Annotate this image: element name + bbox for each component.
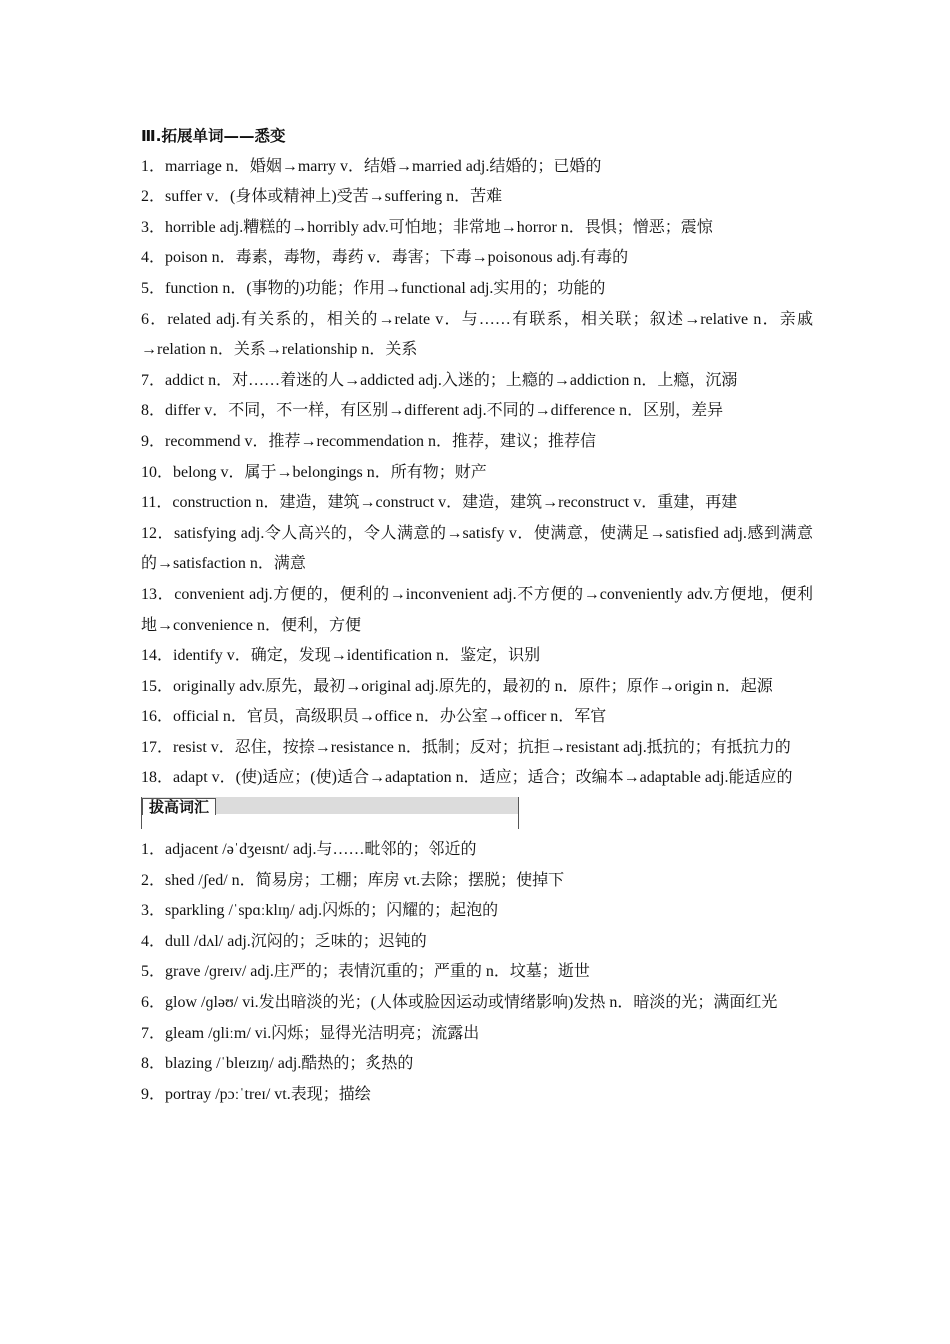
word-item-1: 1．marriage n．婚姻→marry v．结婚→married adj.结婚的；已婚的	[141, 157, 602, 175]
advanced-word-item-4: 4．dull /dʌl/ adj.沉闷的；乏味的；迟钝的	[141, 932, 427, 950]
word-item-12: 12．satisfying adj.令人高兴的，令人满意的→satisfy v．使满意，使满足→satisfied adj.感到满意的→satisfaction n．满意	[141, 524, 813, 573]
word-item-15: 15．originally adv.原先，最初→original adj.原先的，最初的 n．原件；原作→origin n．起源	[141, 677, 773, 695]
advanced-word-item-9: 9．portray /pɔːˈtreɪ/ vt.表现；描绘	[141, 1085, 371, 1103]
advanced-word-item-6: 6．glow /ɡləʊ/ vi.发出暗淡的光；(人体或脸因运动或情绪影响)发热 n．暗淡的光；满面红光	[141, 994, 778, 1012]
word-item-8: 8．differ v．不同，不一样，有区别→different adj.不同的→difference n．区别，差异	[141, 402, 724, 420]
section-bar-right-rule	[518, 797, 519, 829]
word-item-11: 11．construction n．建造，建筑→construct v．建造，建筑→reconstruct v．重建，再建	[141, 494, 738, 512]
word-item-18: 18．adapt v．(使)适应；(使)适合→adaptation n．适应；适合；改编本→adaptable adj.能适应的	[141, 769, 793, 787]
word-item-9: 9．recommend v．推荐→recommendation n．推荐，建议；推荐信	[141, 432, 597, 450]
word-item-17: 17．resist v．忍住，按捺→resistance n．抵制；反对；抗拒→resistant adj.抵抗的；有抵抗力的	[141, 738, 791, 756]
word-item-7: 7．addict n．对……着迷的人→addicted adj.入迷的；上瘾的→addiction n．上瘾，沉溺	[141, 371, 738, 389]
word-item-14: 14．identify v．确定，发现→identification n．鉴定，识别	[141, 647, 541, 665]
advanced-word-item-5: 5．grave /ɡreɪv/ adj.庄严的；表情沉重的；严重的 n．坟墓；逝世	[141, 963, 590, 981]
document-content	[141, 121, 813, 1110]
word-item-4: 4．poison n．毒素，毒物，毒药 v．毒害；下毒→poisonous adj.有毒的	[141, 249, 629, 267]
section-heading-expand-words: Ⅲ.拓展单词——悉变	[141, 127, 286, 145]
section-bar-advanced-vocabulary	[141, 797, 519, 829]
advanced-word-item-3: 3．sparkling /ˈspɑːklɪŋ/ adj.闪烁的；闪耀的；起泡的	[141, 902, 499, 920]
advanced-word-item-7: 7．gleam /ɡliːm/ vi.闪烁；显得光洁明亮；流露出	[141, 1024, 480, 1042]
word-item-6: 6．related adj.有关系的，相关的→relate v．与……有联系，相关联；叙述→relative n．亲戚→relation n．关系→relationship n．关系	[141, 310, 813, 359]
word-item-3: 3．horrible adj.糟糕的→horribly adv.可怕地；非常地→horror n．畏惧；憎恶；震惊	[141, 218, 713, 236]
word-item-13: 13．convenient adj.方便的，便利的→inconvenient adj.不方便的→conveniently adv.方便地，便利地→convenience n．便利，方便	[141, 585, 813, 634]
section-bar-label: 拔高词汇	[142, 798, 216, 815]
advanced-word-item-1: 1．adjacent /əˈdʒeɪsnt/ adj.与……毗邻的；邻近的	[141, 841, 477, 859]
word-item-10: 10．belong v．属于→belongings n．所有物；财产	[141, 463, 487, 481]
word-item-2: 2．suffer v．(身体或精神上)受苦→suffering n．苦难	[141, 188, 503, 206]
advanced-word-item-2: 2．shed /ʃed/ n．简易房；工棚；库房 vt.去除；摆脱；使掉下	[141, 871, 565, 889]
word-item-5: 5．function n．(事物的)功能；作用→functional adj.实用的；功能的	[141, 279, 606, 297]
advanced-word-item-8: 8．blazing /ˈbleɪzɪŋ/ adj.酷热的；炙热的	[141, 1055, 414, 1073]
word-item-16: 16．official n．官员，高级职员→office n．办公室→officer n．军官	[141, 708, 607, 726]
